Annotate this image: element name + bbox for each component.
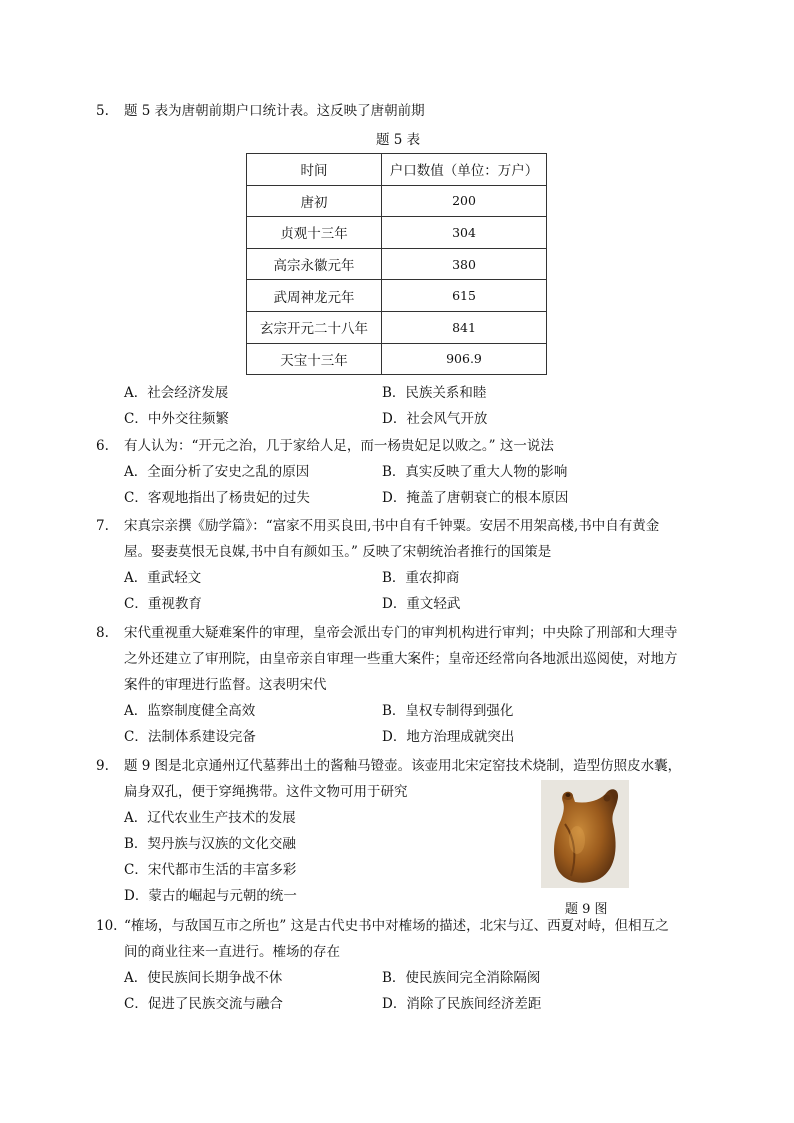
table-cell-value: 200 bbox=[382, 185, 547, 217]
figure-caption: 题 9 图 bbox=[565, 902, 608, 917]
question-6 bbox=[96, 433, 716, 511]
table-header-row bbox=[247, 154, 547, 186]
question-stem-continued: 之外还建立了审刑院，由皇帝亲自审理一些重大案件；皇帝还经常向各地派出巡阅使，对地方 bbox=[124, 651, 678, 667]
population-table bbox=[246, 153, 547, 375]
question-10 bbox=[96, 913, 716, 1017]
figure-9-image bbox=[541, 780, 629, 888]
option-b[interactable]: B．民族关系和睦 bbox=[382, 385, 487, 401]
question-5 bbox=[96, 98, 716, 124]
question-stem: 宋代重视重大疑难案件的审理，皇帝会派出专门的审判机构进行审判；中央除了刑部和大理寺 bbox=[124, 625, 678, 641]
option-d[interactable]: D．蒙古的崛起与元朝的统一 bbox=[124, 888, 297, 904]
option-d[interactable]: D．重文轻武 bbox=[382, 596, 461, 612]
option-c[interactable]: C．促进了民族交流与融合 bbox=[124, 996, 283, 1012]
table-cell-period: 玄宗开元二十八年 bbox=[247, 311, 382, 343]
question-number: 8. bbox=[96, 625, 109, 641]
question-stem: 题 9 图是北京通州辽代墓葬出土的酱釉马镫壶。该壶用北宋定窑技术烧制，造型仿照皮水囊， bbox=[124, 758, 682, 774]
option-b[interactable]: B．契丹族与汉族的文化交融 bbox=[124, 836, 296, 852]
question-stem-continued: 扁身双孔，便于穿绳携带。这件文物可用于研究 bbox=[124, 784, 408, 800]
option-a[interactable]: A．重武轻文 bbox=[124, 570, 202, 586]
question-number: 10. bbox=[96, 918, 118, 934]
table-row bbox=[247, 217, 547, 249]
table-header-cell: 户口数值（单位：万户） bbox=[382, 154, 547, 186]
option-d[interactable]: D．消除了民族间经济差距 bbox=[382, 996, 542, 1012]
option-a[interactable]: A．社会经济发展 bbox=[124, 385, 229, 401]
table-cell-value: 615 bbox=[382, 280, 547, 312]
table-cell-period: 唐初 bbox=[247, 185, 382, 217]
option-b[interactable]: B．使民族间完全消除隔阂 bbox=[382, 970, 541, 986]
question-number: 9. bbox=[96, 758, 109, 774]
question-7 bbox=[96, 513, 716, 617]
question-number: 5. bbox=[96, 103, 109, 119]
option-c[interactable]: C．宋代都市生活的丰富多彩 bbox=[124, 862, 297, 878]
table-header-cell: 时间 bbox=[247, 154, 382, 186]
table-cell-period: 贞观十三年 bbox=[247, 217, 382, 249]
option-c[interactable]: C．重视教育 bbox=[124, 596, 202, 612]
question-5-options bbox=[96, 380, 716, 432]
option-a[interactable]: A．辽代农业生产技术的发展 bbox=[124, 810, 296, 826]
question-stem-continued: 屋。娶妻莫恨无良媒,书中自有颜如玉。” 反映了宋朝统治者推行的国策是 bbox=[124, 544, 552, 560]
table-cell-period: 高宗永徽元年 bbox=[247, 248, 382, 280]
table-cell-period: 天宝十三年 bbox=[247, 343, 382, 375]
option-c[interactable]: C．客观地指出了杨贵妃的过失 bbox=[124, 490, 310, 506]
option-c[interactable]: C．中外交往频繁 bbox=[124, 411, 229, 427]
table-cell-value: 841 bbox=[382, 311, 547, 343]
question-8 bbox=[96, 620, 716, 750]
table-cell-value: 380 bbox=[382, 248, 547, 280]
option-a[interactable]: A．使民族间长期争战不休 bbox=[124, 970, 283, 986]
option-d[interactable]: D．掩盖了唐朝衰亡的根本原因 bbox=[382, 490, 569, 506]
option-b[interactable]: B．真实反映了重大人物的影响 bbox=[382, 464, 568, 480]
question-stem-continued: 间的商业往来一直进行。榷场的存在 bbox=[124, 944, 340, 960]
question-number: 6. bbox=[96, 438, 109, 454]
question-stem: “榷场，与敌国互市之所也” 这是古代史书中对榷场的描述，北宋与辽、西夏对峙，但相互之 bbox=[124, 918, 669, 934]
table-row bbox=[247, 248, 547, 280]
question-stem: 题 5 表为唐朝前期户口统计表。这反映了唐朝前期 bbox=[124, 103, 425, 119]
table-row bbox=[247, 280, 547, 312]
option-a[interactable]: A．全面分析了安史之乱的原因 bbox=[124, 464, 310, 480]
table-cell-period: 武周神龙元年 bbox=[247, 280, 382, 312]
option-b[interactable]: B．皇权专制得到强化 bbox=[382, 703, 514, 719]
question-stem: 有人认为：“开元之治，几于家给人足，而一杨贵妃足以败之。” 这一说法 bbox=[124, 438, 554, 454]
ceramic-flask-image bbox=[541, 780, 629, 888]
table-cell-value: 304 bbox=[382, 217, 547, 249]
option-b[interactable]: B．重农抑商 bbox=[382, 570, 460, 586]
option-c[interactable]: C．法制体系建设完备 bbox=[124, 729, 256, 745]
option-d[interactable]: D．地方治理成就突出 bbox=[382, 729, 515, 745]
question-stem-continued: 案件的审理进行监督。这表明宋代 bbox=[124, 677, 327, 693]
table-row bbox=[247, 311, 547, 343]
question-stem: 宋真宗亲撰《励学篇》：“富家不用买良田,书中自有千钟粟。安居不用架高楼,书中自有黄金 bbox=[124, 518, 660, 534]
option-d[interactable]: D．社会风气开放 bbox=[382, 411, 488, 427]
table-caption: 题 5 表 bbox=[376, 132, 421, 148]
question-number: 7. bbox=[96, 518, 109, 534]
option-a[interactable]: A．监察制度健全高效 bbox=[124, 703, 256, 719]
table-cell-value: 906.9 bbox=[382, 343, 547, 375]
table-row bbox=[247, 185, 547, 217]
table-row bbox=[247, 343, 547, 375]
